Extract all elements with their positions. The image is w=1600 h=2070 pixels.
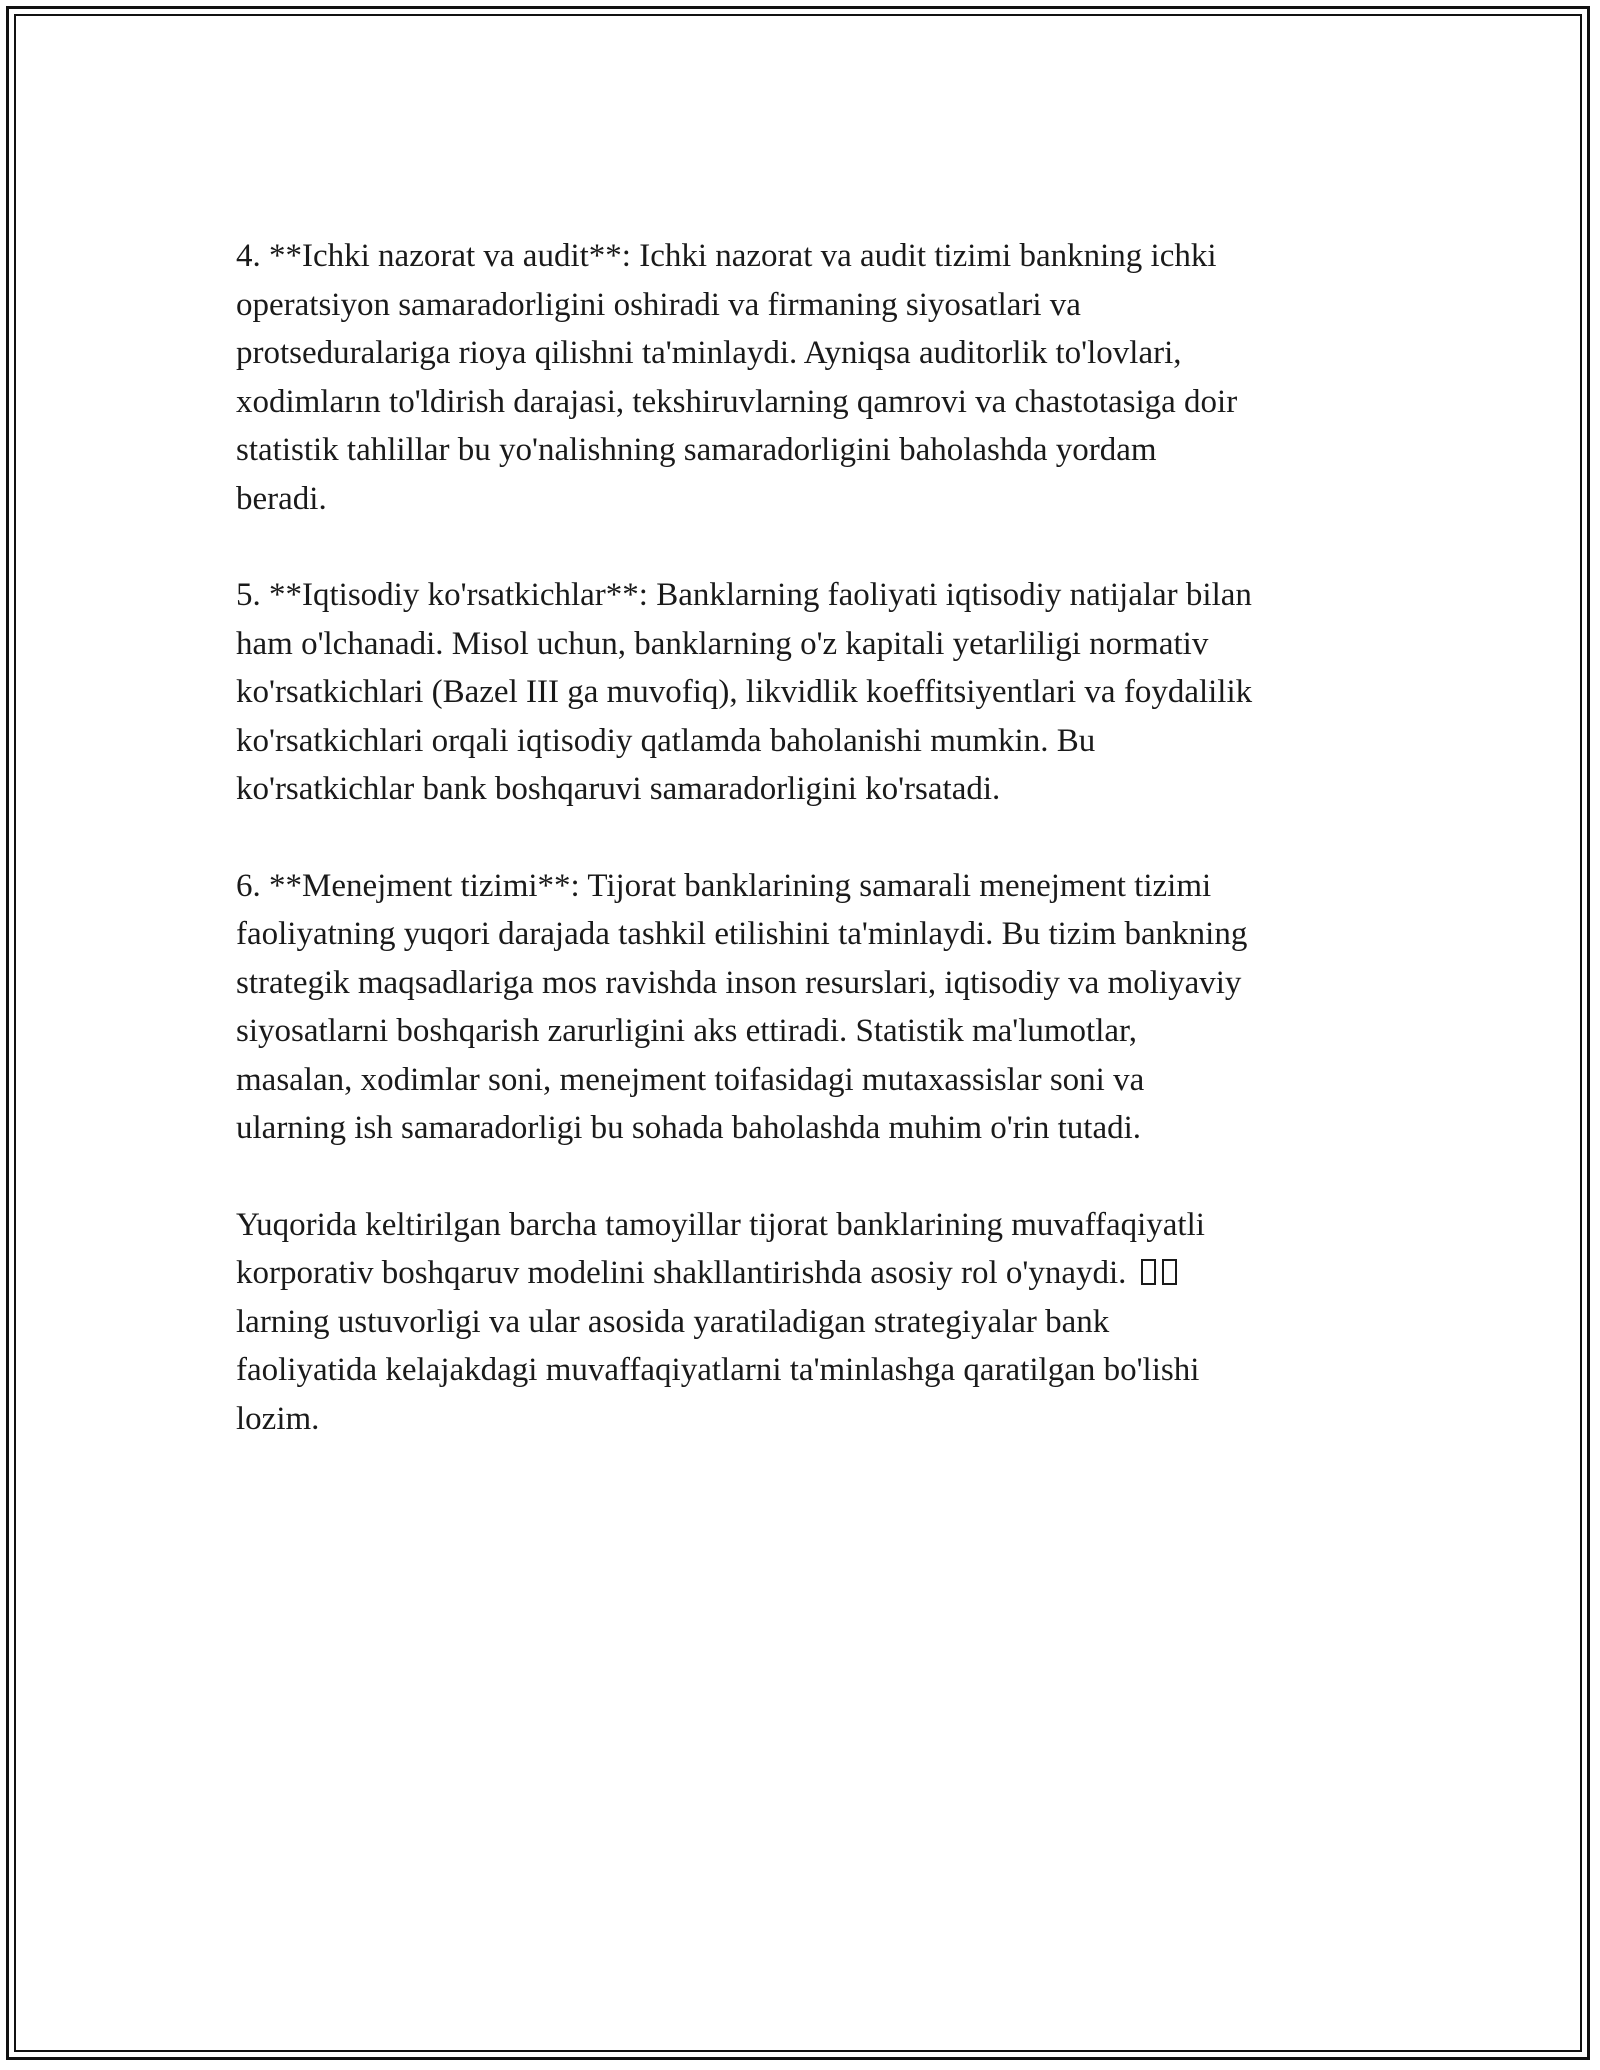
- missing-glyph-icon: [1141, 1259, 1156, 1285]
- text-line: ko'rsatkichlar bank boshqaruvi samaradorligini ko'rsatadi.: [236, 771, 1001, 807]
- text-line: xodimların to'ldirish darajasi, tekshiruvlarning qamrovi va chastotasiga doir: [236, 383, 1238, 420]
- text-line: operatsiyon samaradorligini oshiradi va firmaning siyosatlari va: [236, 286, 1081, 323]
- text-line: statistik tahlillar bu yo'nalishning samaradorligini baholashda yordam: [236, 432, 1157, 468]
- text-line: 6. **Menejment tizimi**: Tijorat banklarining samarali menejment tizimi: [236, 867, 1212, 904]
- text-line: Yuqorida keltirilgan barcha tamoyillar tijorat banklarining muvaffaqiyatli: [236, 1206, 1205, 1243]
- text-line: siyosatlarni boshqarish zarurligini aks ettiradi. Statistik ma'lumotlar,: [236, 1013, 1137, 1049]
- text-line: 5. **Iqtisodiy ko'rsatkichlar**: Banklarning faoliyati iqtisodiy natijalar bilan: [236, 577, 1252, 613]
- missing-glyph-icon: [1162, 1259, 1177, 1285]
- text-line: lozim.: [236, 1400, 320, 1437]
- paragraph-economic-indicators: [236, 571, 1376, 814]
- text-line-content: korporativ boshqaruv modelini shakllantirishda asosiy rol o'ynaydi.: [236, 1255, 1127, 1291]
- paragraph-internal-control-audit: [236, 232, 1376, 523]
- text-line: 4. **Ichki nazorat va audit**: Ichki nazorat va audit tizimi bankning ichki: [236, 238, 1217, 274]
- document-body: [236, 232, 1376, 1491]
- text-line: larning ustuvorligi va ular asosida yaratiladigan strategiyalar bank: [236, 1303, 1110, 1340]
- text-line: faoliyatning yuqori darajada tashkil etilishini ta'minlaydi. Bu tizim bankning: [236, 916, 1248, 952]
- paragraph-conclusion: [236, 1201, 1376, 1444]
- text-line: protseduralariga rioya qilishni ta'minlaydi. Ayniqsa auditorlik to'lovlari,: [236, 335, 1182, 371]
- text-line-with-missing-glyphs: [236, 1249, 1376, 1298]
- text-line: ularning ish samaradorligi bu sohada baholashda muhim o'rin tutadi.: [236, 1110, 1142, 1146]
- text-line: beradi.: [236, 480, 327, 517]
- text-line: masalan, xodimlar soni, menejment toifasidagi mutaxassislar soni va: [236, 1061, 1145, 1098]
- text-line: ko'rsatkichlari (Bazel III ga muvofiq), likvidlik koeffitsiyentlari va foydalilik: [236, 674, 1253, 710]
- text-line: faoliyatida kelajakdagi muvaffaqiyatlarni ta'minlashga qaratilgan bo'lishi: [236, 1352, 1200, 1388]
- text-line: strategik maqsadlariga mos ravishda inson resurslari, iqtisodiy va moliyaviy: [236, 964, 1242, 1001]
- text-line: ko'rsatkichlari orqali iqtisodiy qatlamda baholanishi mumkin. Bu: [236, 722, 1096, 759]
- paragraph-management-system: [236, 862, 1376, 1153]
- text-line: ham o'lchanadi. Misol uchun, banklarning o'z kapitali yetarliligi normativ: [236, 625, 1209, 662]
